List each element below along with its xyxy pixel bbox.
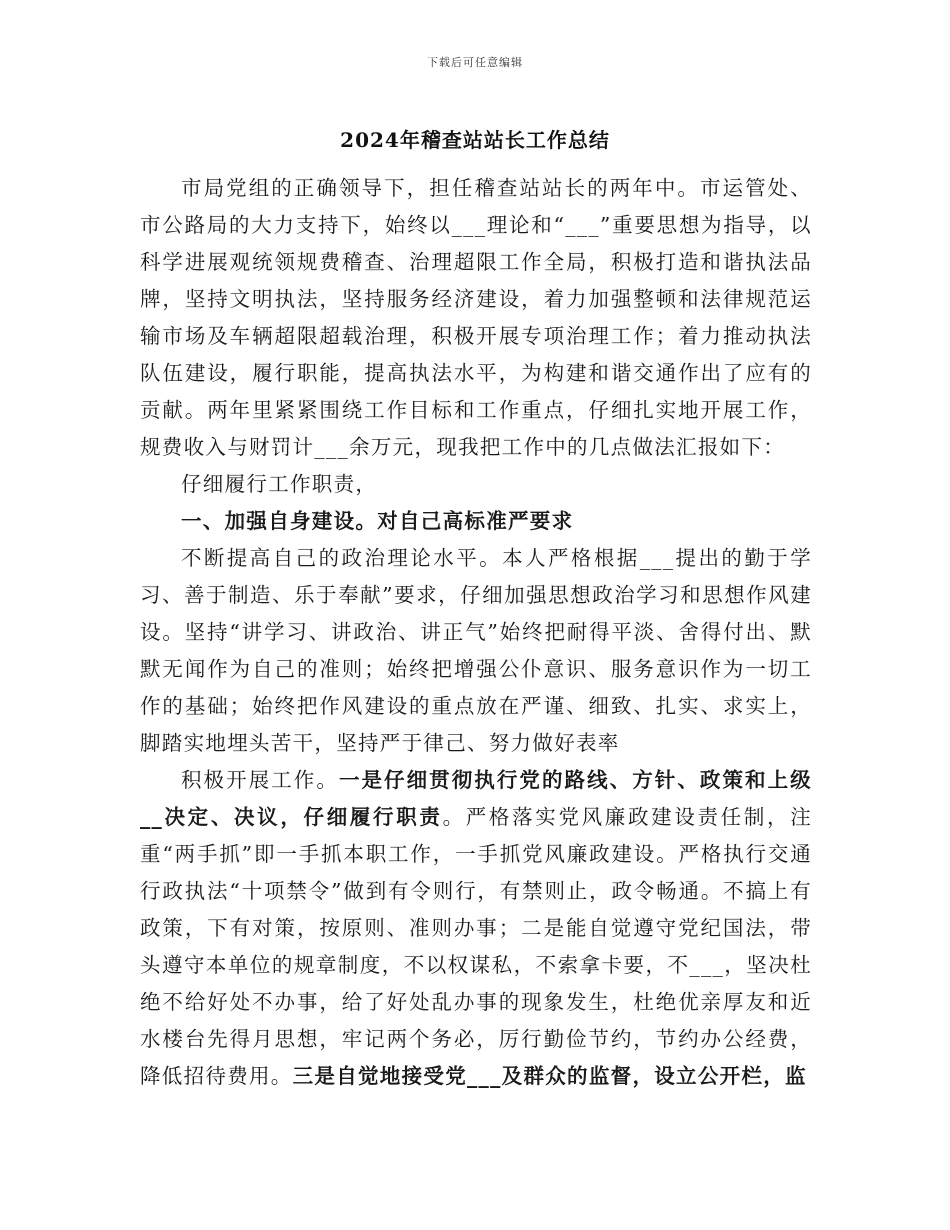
paragraph-theory: 不断提高自己的政治理论水平。本人严格根据___提出的勤于学习、善于制造、乐于奉献”要求，仔细加强思想政治学习和思想作风建设。坚持“讲学习、讲政治、讲正气”始终把耐得平淡、舍得付出、默默无闻作为自己的准则；始终把增强公仆意识、服务意识作为一切工作的基础；始终把作风建设的重点放在严谨、细致、扎实、求实上，脚踏实地埋头苦干，坚持严于律己、努力做好表率 [140,546,812,755]
work-point-one: 一是仔细贯彻执行党的路线、方针、政策和上级__决定、决议，仔细履行职责 [140,768,812,829]
paragraph-intro: 市局党组的正确领导下，担任稽查站站长的两年中。市运管处、市公路局的大力支持下，始终以___理论和“___”重要思想为指导，以科学进展观统领规费稽查、治理超限工作全局，积极打造和谐执法品牌，坚持文明执法，坚持服务经济建设，着力加强整顿和法律规范运输市场及车辆超限超载治理，积极开展专项治理工作；着力推动执法队伍建设，履行职能，提高执法水平，为构建和谐交通作出了应有的贡献。两年里紧紧围绕工作目标和工作重点，仔细扎实地开展工作，规费收入与财罚计___余万元，现我把工作中的几点做法汇报如下： [140,176,812,459]
work-lead-in: 积极开展工作。 [181,768,339,792]
page-header-note: 下载后可任意编辑 [427,56,523,69]
paragraph-work [140,762,812,1095]
paragraph-duty: 仔细履行工作职责， [181,472,378,496]
document-body [140,170,812,1095]
section-heading-1: 一、加强自身建设。对自己高标准严要求 [181,509,574,533]
document-title: 2024年稽查站站长工作总结 [340,128,610,152]
work-point-three: 三是自觉地接受党___及群众的监督，设立公开栏，监 [292,1064,807,1088]
work-details: 。严格落实党风廉政建设责任制，注重“两手抓”即一手抓本职工作，一手抓党风廉政建设。严格执行交通行政执法“十项禁令”做到有令则行，有禁则止，政令畅通。不搞上有政策，下有对策，按原则、准则办事；二是能自觉遵守党纪国法，带头遵守本单位的规章制度，不以权谋私，不索拿卡要，不___，坚决杜绝不给好处不办事，给了好处乱办事的现象发生，杜绝优亲厚友和近水楼台先得月思想，牢记两个务必，厉行勤俭节约，节约办公经费，降低招待费用。 [140,805,812,1088]
